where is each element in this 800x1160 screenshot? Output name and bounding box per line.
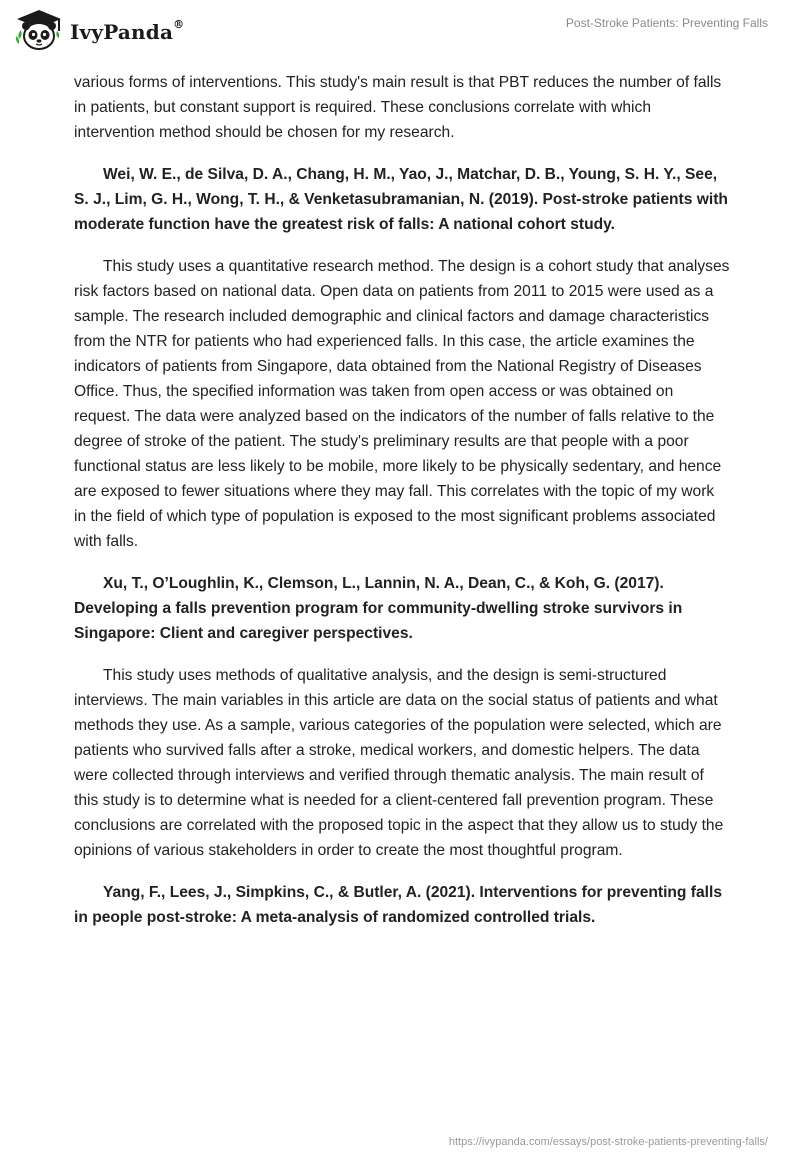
source-url[interactable]: https://ivypanda.com/essays/post-stroke-patients-preventing-falls/ [448, 1136, 768, 1148]
reference-wei-2019: Wei, W. E., de Silva, D. A., Chang, H. M., Yao, J., Matchar, D. B., Young, S. H. Y., See, S. J., Lim, G. H., Wong, T. H., & Venketasubramanian, N. (2019). Post-stroke patients with moderate function have the greatest risk of falls: A national cohort study. [74, 166, 728, 233]
paragraph-wei-summary: This study uses a quantitative research method. The design is a cohort study that analyses risk factors based on national data. Open data on patients from 2011 to 2015 were used as a sample. The research included demographic and clinical factors and damage characteristics from the NTR for patients who had experienced falls. In this case, the article examines the indicators of patients from Singapore, data obtained from the National Registry of Diseases Office. Thus, the specified information was taken from open access or was obtained on request. The data were analyzed based on the indicators of the number of falls relative to the degree of stroke of the patient. The study's preliminary results are that people with a poor functional status are less likely to be mobile, more likely to be physically sedentary, and hence are exposed to fewer situations where they may fall. This correlates with the topic of my work in the field of which type of population is exposed to the most significant problems associated with falls. [74, 258, 730, 550]
ivypanda-logo[interactable] [14, 8, 184, 52]
logo-wordmark: IvyPanda® [70, 18, 185, 44]
panda-graduate-icon [14, 8, 64, 52]
reference-xu-2017: Xu, T., O’Loughlin, K., Clemson, L., Lannin, N. A., Dean, C., & Koh, G. (2017). Developing a falls prevention program for community-dwelling stroke survivors in Singapore: Client and caregiver perspectives. [74, 575, 683, 642]
document-body [74, 70, 730, 930]
paragraph-xu-summary: This study uses methods of qualitative analysis, and the design is semi-structured interviews. The main variables in this article are data on the social status of patients and what methods they use. As a sample, various categories of the population were selected, which are patients who survived falls after a stroke, medical workers, and domestic helpers. The data were collected through interviews and verified through thematic analysis. The main result of this study is to determine what is needed for a client-centered fall prevention program. These conclusions are correlated with the proposed topic in the aspect that they allow us to study the opinions of various stakeholders in order to create the most thoughtful program. [74, 667, 724, 859]
reference-yang-2021: Yang, F., Lees, J., Simpkins, C., & Butler, A. (2021). Interventions for preventing falls in people post-stroke: A meta-analysis of randomized controlled trials. [74, 884, 722, 926]
page-header [0, 0, 800, 70]
document-title: Post-Stroke Patients: Preventing Falls [565, 16, 768, 30]
paragraph-continuation: various forms of interventions. This study's main result is that PBT reduces the number of falls in patients, but constant support is required. These conclusions correlate with which intervention method should be chosen for my research. [74, 74, 722, 141]
